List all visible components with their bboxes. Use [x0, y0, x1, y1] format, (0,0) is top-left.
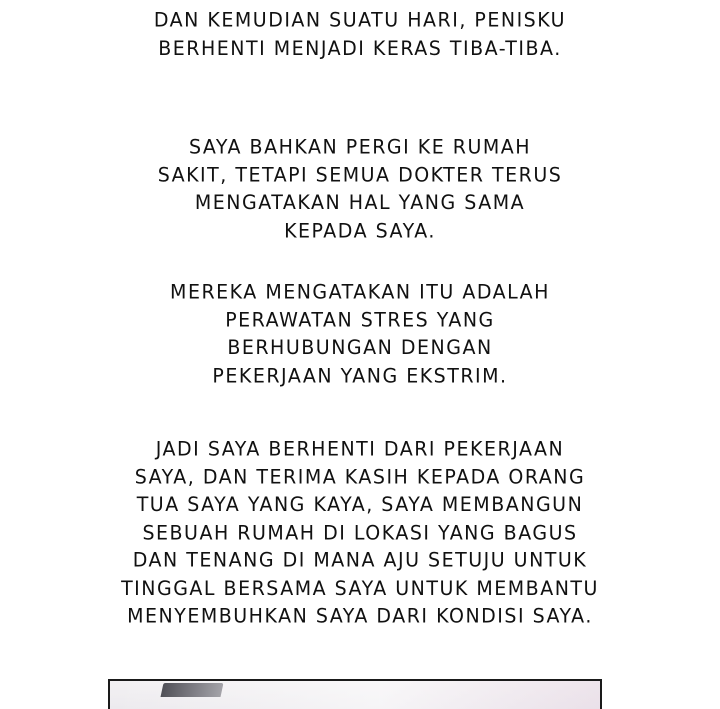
caption-line: SAYA, DAN TERIMA KASIH KEPADA ORANG — [134, 465, 586, 489]
caption-line: DAN TENANG DI MANA AJU SETUJU UNTUK — [132, 548, 588, 572]
caption-line: SEBUAH RUMAH DI LOKASI YANG BAGUS — [142, 520, 578, 545]
panel-background — [110, 681, 600, 709]
caption-line: MENYEMBUHKAN SAYA DARI KONDISI SAYA. — [127, 604, 593, 628]
caption-block-2 — [0, 133, 720, 244]
caption-line: DAN KEMUDIAN SUATU HARI, PENISKU — [153, 8, 567, 32]
caption-line: BERHUBUNGAN DENGAN — [227, 336, 493, 360]
caption-line: JADI SAYA BERHENTI DARI PEKERJAAN — [155, 437, 565, 461]
caption-block-1 — [0, 7, 720, 63]
caption-line: KEPADA SAYA. — [284, 218, 436, 243]
caption-line: MEREKA MENGATAKAN ITU ADALAH — [170, 280, 550, 304]
caption-line: PEKERJAAN YANG EKSTRIM. — [212, 363, 508, 388]
caption-line: SAYA BAHKAN PERGI KE RUMAH — [188, 135, 532, 159]
caption-line: BERHENTI MENJADI KERAS TIBA-TIBA. — [158, 36, 562, 60]
caption-line: TUA SAYA YANG KAYA, SAYA MEMBANGUN — [136, 493, 584, 517]
next-comic-panel — [108, 679, 602, 709]
caption-block-3 — [0, 278, 720, 389]
caption-line: TINGGAL BERSAMA SAYA UNTUK MEMBANTU — [121, 576, 599, 600]
caption-line: MENGATAKAN HAL YANG SAMA — [194, 191, 526, 215]
caption-line: SAKIT, TETAPI SEMUA DOKTER TERUS — [157, 163, 563, 187]
caption-line: PERAWATAN STRES YANG — [225, 308, 495, 332]
caption-block-4 — [0, 435, 720, 630]
